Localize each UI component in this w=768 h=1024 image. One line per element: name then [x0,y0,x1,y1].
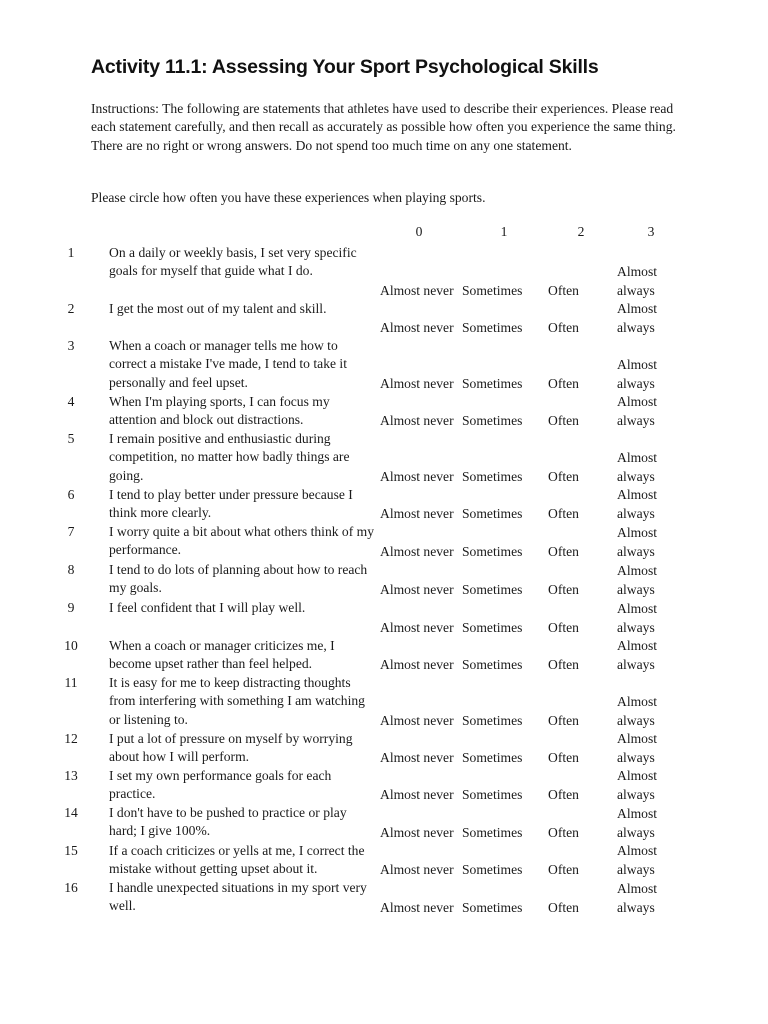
item-statement: When a coach or manager tells me how to correct a mistake I've made, I tend to take it personally and feel upset. [109,338,347,390]
item-number: 8 [67,562,75,577]
option-sometimes[interactable]: Sometimes [462,375,523,391]
table-row [0,486,768,523]
option-sometimes[interactable]: Sometimes [462,412,523,428]
option-often[interactable]: Often [548,712,579,728]
option-almost-never[interactable]: Almost never [380,861,454,877]
option-sometimes[interactable]: Sometimes [462,749,523,765]
item-statement: I handle unexpected situations in my sport very well. [109,880,367,914]
table-row [0,804,768,842]
option-often[interactable]: Often [548,375,579,391]
option-almost-never[interactable]: Almost never [380,899,454,915]
option-almost-never[interactable]: Almost never [380,749,454,765]
item-number: 6 [67,487,75,502]
option-almost-never[interactable]: Almost never [380,581,454,597]
circle-prompt: Please circle how often you have these experiences when playing sports. [91,190,486,205]
item-statement: I put a lot of pressure on myself by worrying about how I will perform. [109,731,353,765]
item-number: 14 [64,805,78,820]
option-almost-always[interactable]: Almost always [617,394,658,428]
item-statement: If a coach criticizes or yells at me, I correct the mistake without getting upset about it. [109,843,365,877]
scale-label-0: 0 [415,224,423,239]
table-row [0,674,768,730]
option-often[interactable]: Often [548,619,579,635]
option-often[interactable]: Often [548,282,579,298]
option-almost-always[interactable]: Almost always [617,731,658,765]
item-statement: I tend to play better under pressure because I think more clearly. [109,487,353,521]
item-number: 10 [64,638,78,653]
item-statement: I feel confident that I will play well. [109,600,306,615]
item-statement: I remain positive and enthusiastic during competition, no matter how badly things are going. [109,431,350,483]
option-almost-always[interactable]: Almost always [617,638,658,672]
item-number: 12 [64,731,78,746]
item-number: 5 [67,431,75,446]
table-row [0,523,768,561]
option-almost-never[interactable]: Almost never [380,468,454,484]
option-sometimes[interactable]: Sometimes [462,505,523,521]
item-statement: I get the most out of my talent and skill. [109,301,327,316]
table-row [0,842,768,879]
table-row [0,561,768,599]
option-often[interactable]: Often [548,543,579,559]
option-often[interactable]: Often [548,581,579,597]
scale-label-3: 3 [647,224,655,239]
option-sometimes[interactable]: Sometimes [462,319,523,335]
option-sometimes[interactable]: Sometimes [462,468,523,484]
table-row [0,393,768,430]
item-number: 4 [67,394,75,409]
option-almost-always[interactable]: Almost always [617,357,658,391]
option-almost-always[interactable]: Almost always [617,768,658,802]
option-almost-always[interactable]: Almost always [617,264,658,298]
option-sometimes[interactable]: Sometimes [462,861,523,877]
table-row [0,879,768,917]
item-number: 9 [67,600,75,615]
page-title: Activity 11.1: Assessing Your Sport Psychological Skills [91,56,599,78]
item-number: 2 [67,301,75,316]
item-number: 3 [67,338,75,353]
option-often[interactable]: Often [548,786,579,802]
option-often[interactable]: Often [548,861,579,877]
option-often[interactable]: Often [548,412,579,428]
option-often[interactable]: Often [548,468,579,484]
option-sometimes[interactable]: Sometimes [462,656,523,672]
option-sometimes[interactable]: Sometimes [462,282,523,298]
item-statement: I tend to do lots of planning about how to reach my goals. [109,562,368,596]
option-almost-never[interactable]: Almost never [380,712,454,728]
item-statement: When I'm playing sports, I can focus my attention and block out distractions. [109,394,330,428]
table-row [0,300,768,337]
questionnaire-table [0,244,768,917]
option-almost-always[interactable]: Almost always [617,487,658,521]
option-almost-never[interactable]: Almost never [380,619,454,635]
option-almost-always[interactable]: Almost always [617,806,658,840]
option-almost-always[interactable]: Almost always [617,450,658,484]
option-almost-never[interactable]: Almost never [380,824,454,840]
option-almost-never[interactable]: Almost never [380,543,454,559]
instructions-text: Instructions: The following are statements that athletes have used to describe their experiences. Please read each statement carefully, and then recall as accurately as possible how often you experience the same thing. There are no right or wrong answers. Do not spend too much time on any one statement. [91,101,676,153]
item-statement: I don't have to be pushed to practice or play hard; I give 100%. [109,805,347,839]
item-number: 15 [64,843,78,858]
option-almost-never[interactable]: Almost never [380,505,454,521]
option-often[interactable]: Often [548,505,579,521]
table-row [0,730,768,767]
option-almost-always[interactable]: Almost always [617,525,658,559]
option-often[interactable]: Often [548,319,579,335]
item-statement: On a daily or weekly basis, I set very specific goals for myself that guide what I do. [109,245,357,279]
item-number: 7 [67,524,75,539]
table-row [0,637,768,674]
item-statement: I set my own performance goals for each practice. [109,768,332,802]
item-statement: When a coach or manager criticizes me, I become upset rather than feel helped. [109,638,335,672]
item-number: 16 [64,880,78,895]
option-often[interactable]: Often [548,749,579,765]
table-row [0,337,768,393]
option-almost-always[interactable]: Almost always [617,601,658,635]
option-almost-never[interactable]: Almost never [380,319,454,335]
scale-label-1: 1 [500,224,508,239]
item-statement: It is easy for me to keep distracting thoughts from interfering with something I am watching or listening to. [109,675,365,727]
option-almost-always[interactable]: Almost always [617,694,658,728]
option-almost-never[interactable]: Almost never [380,412,454,428]
option-often[interactable]: Often [548,899,579,915]
option-often[interactable]: Often [548,824,579,840]
option-sometimes[interactable]: Sometimes [462,619,523,635]
option-almost-always[interactable]: Almost always [617,563,658,597]
table-row [0,767,768,804]
option-sometimes[interactable]: Sometimes [462,581,523,597]
item-statement: I worry quite a bit about what others think of my performance. [109,524,375,558]
option-almost-always[interactable]: Almost always [617,301,658,335]
option-sometimes[interactable]: Sometimes [462,824,523,840]
option-almost-never[interactable]: Almost never [380,375,454,391]
table-row [0,599,768,637]
option-almost-never[interactable]: Almost never [380,656,454,672]
option-sometimes[interactable]: Sometimes [462,543,523,559]
option-sometimes[interactable]: Sometimes [462,786,523,802]
option-often[interactable]: Often [548,656,579,672]
option-almost-never[interactable]: Almost never [380,282,454,298]
table-row [0,430,768,486]
table-row [0,244,768,300]
option-sometimes[interactable]: Sometimes [462,712,523,728]
option-sometimes[interactable]: Sometimes [462,899,523,915]
item-number: 1 [67,245,75,260]
option-almost-always[interactable]: Almost always [617,881,658,915]
scale-label-2: 2 [577,224,585,239]
item-number: 13 [64,768,78,783]
option-almost-never[interactable]: Almost never [380,786,454,802]
option-almost-always[interactable]: Almost always [617,843,658,877]
item-number: 11 [64,675,78,690]
